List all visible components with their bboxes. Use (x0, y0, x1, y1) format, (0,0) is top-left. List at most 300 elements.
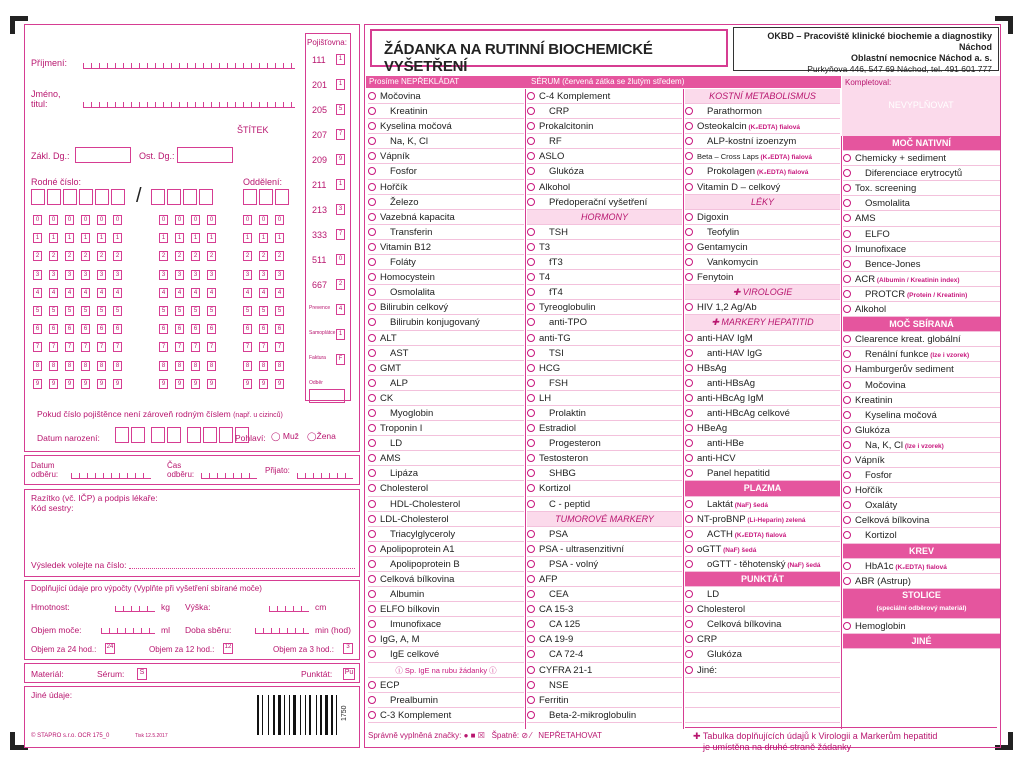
digit-cell[interactable]: 6 (81, 324, 90, 334)
digit-cell[interactable]: 0 (97, 215, 106, 225)
test-hiv-1-2-ag-ab[interactable] (685, 300, 840, 315)
test-anti-hcv[interactable] (685, 451, 840, 466)
test-celkova-bilkovina[interactable] (368, 572, 524, 587)
digit-cell[interactable]: 9 (175, 379, 184, 389)
digit-cell[interactable]: 8 (113, 361, 122, 371)
insurance-code[interactable] (306, 302, 350, 318)
insurance-code[interactable] (306, 52, 350, 68)
checkbox-circle[interactable] (685, 122, 693, 130)
test-anti-hbcag-celkove[interactable] (685, 406, 840, 421)
test-ft4[interactable] (527, 285, 682, 300)
insurance-code-box[interactable]: 4 (336, 304, 345, 315)
checkbox-circle[interactable] (685, 666, 693, 674)
checkbox-circle[interactable] (368, 122, 376, 130)
other-diagnosis-field[interactable] (177, 147, 233, 163)
checkbox-circle[interactable] (368, 681, 376, 689)
test-apolipoprotein-a1[interactable] (368, 542, 524, 557)
insurance-code[interactable] (306, 77, 350, 93)
checkbox-circle[interactable] (527, 409, 535, 417)
checkbox-circle[interactable] (685, 107, 693, 115)
digit-cell[interactable]: 3 (113, 270, 122, 280)
test-progesteron[interactable] (527, 436, 682, 451)
insurance-code-box[interactable]: 1 (336, 329, 345, 340)
checkbox-circle[interactable] (527, 681, 535, 689)
test-shbg[interactable] (527, 466, 682, 481)
checkbox-circle[interactable] (685, 409, 693, 417)
digit-cell[interactable]: 2 (259, 251, 268, 261)
test-psa[interactable] (527, 527, 682, 542)
insurance-code[interactable] (306, 327, 350, 343)
test-t3[interactable] (527, 240, 682, 255)
test-vapnik[interactable] (843, 453, 1000, 468)
checkbox-circle[interactable] (527, 243, 535, 251)
digit-cell[interactable]: 9 (81, 379, 90, 389)
test-clearence-kreat-globalni[interactable] (843, 332, 1000, 347)
checkbox-circle[interactable] (685, 273, 693, 281)
surname-field[interactable] (83, 58, 295, 69)
digit-cell[interactable]: 8 (65, 361, 74, 371)
checkbox-circle[interactable] (527, 318, 535, 326)
digit-cell[interactable]: 1 (243, 233, 252, 243)
test-t4[interactable] (527, 270, 682, 285)
test-glukoza[interactable] (843, 423, 1000, 438)
digit-cell[interactable]: 9 (97, 379, 106, 389)
insurance-code-box[interactable]: 0 (336, 254, 345, 265)
checkbox-circle[interactable] (685, 605, 693, 613)
test-glukoza[interactable] (685, 647, 840, 662)
checkbox-circle[interactable] (843, 471, 851, 479)
digit-cell[interactable]: 2 (81, 251, 90, 261)
checkbox-circle[interactable] (685, 515, 693, 523)
dob-cells[interactable] (115, 427, 251, 448)
test-parathormon[interactable] (685, 104, 840, 119)
test-alkohol[interactable] (527, 180, 682, 195)
diagnosis-field[interactable] (75, 147, 131, 163)
test-diferenciace-erytrocytu[interactable] (843, 166, 1000, 181)
checkbox-circle[interactable] (527, 650, 535, 658)
test-horcik[interactable] (368, 180, 524, 195)
digit-cell[interactable]: 4 (175, 288, 184, 298)
checkbox-circle[interactable] (368, 620, 376, 628)
weight-field[interactable] (115, 601, 155, 612)
digit-cell[interactable]: 5 (259, 306, 268, 316)
test-ft3[interactable] (527, 255, 682, 270)
insurance-code[interactable] (306, 202, 350, 218)
digit-cell[interactable]: 7 (65, 342, 74, 352)
digit-cell[interactable]: 0 (243, 215, 252, 225)
checkbox-circle[interactable] (368, 228, 376, 236)
checkbox-circle[interactable] (685, 364, 693, 372)
digit-cell[interactable]: 0 (49, 215, 58, 225)
test-crp[interactable] (527, 104, 682, 119)
digit-cell[interactable]: 5 (191, 306, 200, 316)
insurance-code[interactable] (306, 377, 350, 393)
checkbox-circle[interactable] (527, 424, 535, 432)
sex-male-option[interactable]: ◯ Muž (271, 431, 299, 441)
digit-cell[interactable]: 6 (275, 324, 284, 334)
checkbox-circle[interactable] (843, 214, 851, 222)
checkbox-circle[interactable] (368, 409, 376, 417)
insurance-code[interactable] (306, 127, 350, 143)
insurance-code-box[interactable]: F (336, 354, 345, 365)
test-folaty[interactable] (368, 255, 524, 270)
checkbox-circle[interactable] (368, 334, 376, 342)
test-hbsag[interactable] (685, 361, 840, 376)
checkbox-circle[interactable] (527, 258, 535, 266)
digit-cell[interactable]: 9 (259, 379, 268, 389)
test-beta-cross-laps[interactable] (685, 149, 840, 164)
test-vitamin-b12[interactable] (368, 240, 524, 255)
checkbox-circle[interactable] (685, 349, 693, 357)
digit-cell[interactable]: 7 (113, 342, 122, 352)
digit-cell[interactable]: 7 (97, 342, 106, 352)
test-cholesterol[interactable] (685, 602, 840, 617)
test-ast[interactable] (368, 346, 524, 361)
digit-cell[interactable]: 4 (275, 288, 284, 298)
digit-cell[interactable]: 4 (65, 288, 74, 298)
checkbox-circle[interactable] (843, 275, 851, 283)
test-anti-tg[interactable] (527, 331, 682, 346)
test-vitamin-d-celkovy[interactable] (685, 180, 840, 195)
test-anti-hbe[interactable] (685, 436, 840, 451)
digit-cell[interactable]: 2 (275, 251, 284, 261)
checkbox-circle[interactable] (527, 711, 535, 719)
digit-cell[interactable]: 8 (207, 361, 216, 371)
checkbox-circle[interactable] (843, 230, 851, 238)
checkbox-circle[interactable] (527, 107, 535, 115)
checkbox-circle[interactable] (527, 545, 535, 553)
digit-cell[interactable]: 0 (113, 215, 122, 225)
insurance-code-box[interactable] (309, 389, 345, 403)
digit-cell[interactable]: 2 (175, 251, 184, 261)
digit-cell[interactable]: 3 (275, 270, 284, 280)
digit-cell[interactable]: 1 (191, 233, 200, 243)
birth-number-cells-2[interactable] (151, 189, 215, 210)
checkbox-circle[interactable] (843, 245, 851, 253)
test-triacylglyceroly[interactable] (368, 527, 524, 542)
digit-cell[interactable]: 1 (175, 233, 184, 243)
digit-cell[interactable]: 6 (243, 324, 252, 334)
checkbox-circle[interactable] (843, 335, 851, 343)
test-panel-hepatitid[interactable] (685, 466, 840, 481)
test-kreatinin[interactable] (843, 393, 1000, 408)
department-cells[interactable] (243, 189, 291, 210)
digit-cell[interactable]: 3 (243, 270, 252, 280)
checkbox-circle[interactable] (685, 228, 693, 236)
checkbox-circle[interactable] (843, 154, 851, 162)
checkbox-circle[interactable] (685, 334, 693, 342)
test-alkohol[interactable] (843, 302, 1000, 317)
test-apolipoprotein-b[interactable] (368, 557, 524, 572)
test-bence-jones[interactable] (843, 257, 1000, 272)
checkbox-circle[interactable] (368, 258, 376, 266)
digit-cell[interactable]: 8 (275, 361, 284, 371)
test-vankomycin[interactable] (685, 255, 840, 270)
checkbox-circle[interactable] (685, 590, 693, 598)
test-imunofixace[interactable] (843, 242, 1000, 257)
checkbox-circle[interactable] (685, 167, 693, 175)
digit-cell[interactable]: 8 (243, 361, 252, 371)
checkbox-circle[interactable] (685, 620, 693, 628)
checkbox-circle[interactable] (527, 288, 535, 296)
test-predoperacni-vysetreni[interactable] (527, 195, 682, 210)
checkbox-circle[interactable] (527, 469, 535, 477)
checkbox-circle[interactable] (685, 439, 693, 447)
digit-cell[interactable]: 4 (207, 288, 216, 298)
digit-cell[interactable]: 3 (175, 270, 184, 280)
checkbox-circle[interactable] (527, 590, 535, 598)
digit-cell[interactable]: 4 (81, 288, 90, 298)
test-osmolalita[interactable] (368, 285, 524, 300)
checkbox-circle[interactable] (527, 152, 535, 160)
test-jine[interactable] (685, 663, 840, 678)
test-albumin[interactable] (368, 587, 524, 602)
collection-time-field[interactable] (201, 468, 257, 479)
test-laktat[interactable] (685, 497, 840, 512)
digit-cell[interactable]: 9 (243, 379, 252, 389)
digit-cell[interactable]: 3 (207, 270, 216, 280)
test-anti-hbcag-igm[interactable] (685, 391, 840, 406)
test-homocystein[interactable] (368, 270, 524, 285)
digit-cell[interactable]: 2 (191, 251, 200, 261)
digit-cell[interactable]: 8 (97, 361, 106, 371)
test-crp[interactable] (685, 632, 840, 647)
checkbox-circle[interactable] (527, 334, 535, 342)
checkbox-circle[interactable] (368, 318, 376, 326)
test-tsi[interactable] (527, 346, 682, 361)
test-kortizol[interactable] (527, 481, 682, 496)
checkbox-circle[interactable] (368, 500, 376, 508)
test-na-k-cl[interactable] (843, 438, 1000, 453)
digit-cell[interactable]: 2 (49, 251, 58, 261)
checkbox-circle[interactable] (843, 426, 851, 434)
test-transferin[interactable] (368, 225, 524, 240)
test-hcg[interactable] (527, 361, 682, 376)
checkbox-circle[interactable] (685, 183, 693, 191)
digit-cell[interactable]: 4 (191, 288, 200, 298)
digit-cell[interactable]: 7 (259, 342, 268, 352)
test-psa-ultrasenzitivni[interactable] (527, 542, 682, 557)
digit-cell[interactable]: 2 (97, 251, 106, 261)
test-kortizol[interactable] (843, 528, 1000, 543)
checkbox-circle[interactable] (527, 198, 535, 206)
digit-cell[interactable]: 6 (159, 324, 168, 334)
digit-cell[interactable]: 4 (243, 288, 252, 298)
checkbox-circle[interactable] (843, 365, 851, 373)
test-alp[interactable] (368, 376, 524, 391)
test-ca-72-4[interactable] (527, 647, 682, 662)
checkbox-circle[interactable] (368, 107, 376, 115)
test-elfo-bilkovin[interactable] (368, 602, 524, 617)
digit-cell[interactable]: 4 (159, 288, 168, 298)
digit-cell[interactable]: 1 (159, 233, 168, 243)
checkbox-circle[interactable] (843, 381, 851, 389)
checkbox-circle[interactable] (843, 486, 851, 494)
checkbox-circle[interactable] (527, 92, 535, 100)
test-tyreoglobulin[interactable] (527, 300, 682, 315)
test-teofylin[interactable] (685, 225, 840, 240)
checkbox-circle[interactable] (368, 167, 376, 175)
digit-cell[interactable]: 5 (81, 306, 90, 316)
checkbox-circle[interactable] (843, 501, 851, 509)
digit-cell[interactable]: 9 (275, 379, 284, 389)
test-oxalaty[interactable] (843, 498, 1000, 513)
test-mocovina[interactable] (843, 378, 1000, 393)
test-osteokalcin[interactable] (685, 119, 840, 134)
test-troponin-i[interactable] (368, 421, 524, 436)
test-prokolagen[interactable] (685, 164, 840, 179)
digit-cell[interactable]: 3 (33, 270, 42, 280)
digit-cell[interactable]: 0 (65, 215, 74, 225)
test-ams[interactable] (843, 211, 1000, 226)
test-hemoglobin[interactable] (843, 619, 1000, 634)
digit-cell[interactable]: 2 (33, 251, 42, 261)
digit-cell[interactable]: 9 (113, 379, 122, 389)
test-hba1c[interactable] (843, 559, 1000, 574)
digit-cell[interactable]: 3 (259, 270, 268, 280)
test-alt[interactable] (368, 331, 524, 346)
checkbox-circle[interactable] (527, 500, 535, 508)
checkbox-circle[interactable] (843, 199, 851, 207)
digit-cell[interactable]: 8 (259, 361, 268, 371)
checkbox-circle[interactable] (527, 379, 535, 387)
test-fosfor[interactable] (843, 468, 1000, 483)
checkbox-circle[interactable] (685, 303, 693, 311)
checkbox-circle[interactable] (368, 469, 376, 477)
test-ams[interactable] (368, 451, 524, 466)
checkbox-circle[interactable] (368, 605, 376, 613)
digit-cell[interactable]: 1 (33, 233, 42, 243)
digit-cell[interactable]: 3 (65, 270, 74, 280)
test-bilirubin-konjugovany[interactable] (368, 315, 524, 330)
insurance-code[interactable] (306, 102, 350, 118)
checkbox-circle[interactable] (368, 696, 376, 704)
test-nse[interactable] (527, 678, 682, 693)
test-protcr[interactable] (843, 287, 1000, 302)
test-anti-hbsag[interactable] (685, 376, 840, 391)
test-myoglobin[interactable] (368, 406, 524, 421)
test-acth[interactable] (685, 527, 840, 542)
digit-cell[interactable]: 3 (97, 270, 106, 280)
digit-cell[interactable]: 7 (49, 342, 58, 352)
digit-cell[interactable]: 5 (113, 306, 122, 316)
digit-cell[interactable]: 2 (159, 251, 168, 261)
digit-cell[interactable]: 8 (175, 361, 184, 371)
checkbox-circle[interactable] (527, 183, 535, 191)
test-vapnik[interactable] (368, 149, 524, 164)
test-ferritin[interactable] (527, 693, 682, 708)
checkbox-circle[interactable] (527, 560, 535, 568)
test-prealbumin[interactable] (368, 693, 524, 708)
checkbox-circle[interactable] (843, 562, 851, 570)
digit-cell[interactable]: 1 (113, 233, 122, 243)
digit-cell[interactable]: 9 (159, 379, 168, 389)
volume3-box[interactable]: 3 (343, 643, 353, 654)
digit-cell[interactable]: 5 (97, 306, 106, 316)
volume12-box[interactable]: 12 (223, 643, 233, 654)
serum-box[interactable]: S (137, 668, 147, 680)
digit-cell[interactable]: 7 (159, 342, 168, 352)
checkbox-circle[interactable] (843, 184, 851, 192)
checkbox-circle[interactable] (843, 441, 851, 449)
test-horcik[interactable] (843, 483, 1000, 498)
checkbox-circle[interactable] (685, 530, 693, 538)
test-anti-hav-igg[interactable] (685, 346, 840, 361)
received-field[interactable] (297, 468, 353, 479)
digit-cell[interactable]: 5 (49, 306, 58, 316)
test-ogtt-tehotensky[interactable] (685, 557, 840, 572)
checkbox-circle[interactable] (843, 260, 851, 268)
test-gentamycin[interactable] (685, 240, 840, 255)
test-ld[interactable] (368, 436, 524, 451)
digit-cell[interactable]: 8 (191, 361, 200, 371)
digit-cell[interactable]: 7 (175, 342, 184, 352)
test-ige-celkove[interactable] (368, 647, 524, 662)
test-imunofixace[interactable] (368, 617, 524, 632)
name-field[interactable] (83, 97, 295, 108)
insurance-code-box[interactable]: 1 (336, 54, 345, 65)
checkbox-circle[interactable] (527, 484, 535, 492)
digit-cell[interactable]: 2 (65, 251, 74, 261)
height-field[interactable] (269, 601, 309, 612)
digit-cell[interactable]: 5 (243, 306, 252, 316)
checkbox-circle[interactable] (368, 530, 376, 538)
test-ecp[interactable] (368, 678, 524, 693)
insurance-code-box[interactable]: 3 (336, 204, 345, 215)
test-rf[interactable] (527, 134, 682, 149)
checkbox-circle[interactable] (527, 530, 535, 538)
checkbox-circle[interactable] (685, 650, 693, 658)
test-ogtt[interactable] (685, 542, 840, 557)
test-ca-15-3[interactable] (527, 602, 682, 617)
digit-cell[interactable]: 7 (275, 342, 284, 352)
test-elfo[interactable] (843, 227, 1000, 242)
insurance-code[interactable] (306, 352, 350, 368)
checkbox-circle[interactable] (368, 545, 376, 553)
checkbox-circle[interactable] (527, 635, 535, 643)
checkbox-circle[interactable] (527, 349, 535, 357)
checkbox-circle[interactable] (685, 500, 693, 508)
checkbox-circle[interactable] (527, 605, 535, 613)
digit-cell[interactable]: 5 (207, 306, 216, 316)
digit-cell[interactable]: 5 (33, 306, 42, 316)
digit-cell[interactable]: 9 (33, 379, 42, 389)
insurance-code-box[interactable]: 1 (336, 79, 345, 90)
test-ca-125[interactable] (527, 617, 682, 632)
digit-cell[interactable]: 1 (49, 233, 58, 243)
test-ca-19-9[interactable] (527, 632, 682, 647)
test-gmt[interactable] (368, 361, 524, 376)
digit-cell[interactable]: 0 (259, 215, 268, 225)
checkbox-circle[interactable] (527, 273, 535, 281)
insurance-code[interactable] (306, 277, 350, 293)
test-tox-screening[interactable] (843, 181, 1000, 196)
test-ck[interactable] (368, 391, 524, 406)
checkbox-circle[interactable] (368, 515, 376, 523)
test-lh[interactable] (527, 391, 682, 406)
digit-cell[interactable]: 9 (65, 379, 74, 389)
test-kreatinin[interactable] (368, 104, 524, 119)
test-na-k-cl[interactable] (368, 134, 524, 149)
checkbox-circle[interactable] (368, 424, 376, 432)
test-hdl-cholesterol[interactable] (368, 497, 524, 512)
digit-cell[interactable]: 9 (49, 379, 58, 389)
test-kyselina-mocova[interactable] (843, 408, 1000, 423)
digit-cell[interactable]: 0 (159, 215, 168, 225)
test-ld[interactable] (685, 587, 840, 602)
checkbox-circle[interactable] (527, 122, 535, 130)
test-anti-hav-igm[interactable] (685, 331, 840, 346)
